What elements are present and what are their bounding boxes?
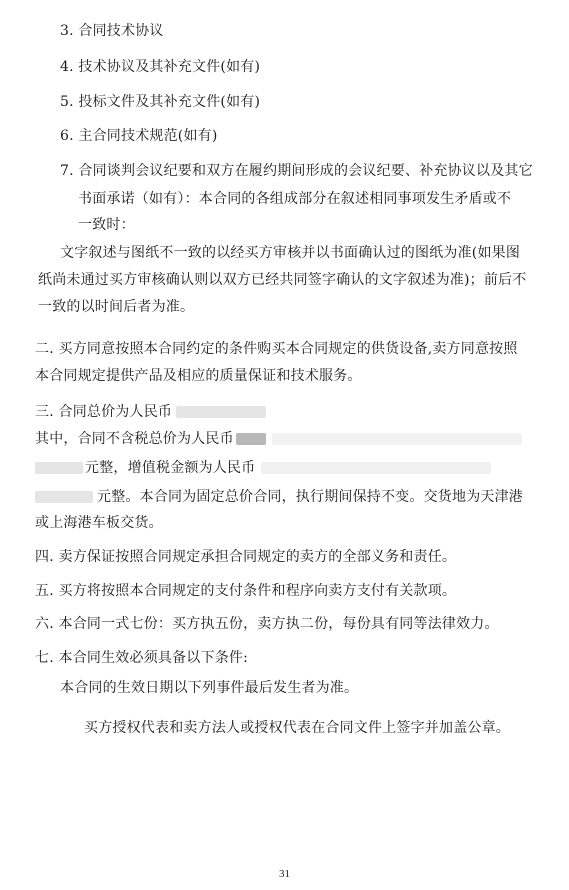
clause-3-line xyxy=(35,430,522,448)
redacted-amount xyxy=(272,433,522,445)
clause-3-text: 三. 合同总价为人民币 xyxy=(35,404,173,420)
clause-7-sub: 本合同的生效日期以下列事件最后发生者为准。 xyxy=(60,680,359,696)
redacted-amount xyxy=(261,462,491,474)
page-number: 31 xyxy=(279,868,290,880)
clause-3-text: 元整，增值税金额为人民币 xyxy=(85,460,256,476)
clause-3-text: 元整。本合同为固定总价合同，执行期间保持不变。交货地为天津港 xyxy=(97,489,523,505)
clause-3-text: 其中，合同不含税总价为人民币 xyxy=(35,431,234,447)
list-item-continuation: 一致时： xyxy=(78,217,135,233)
clause-6: 六. 本合同一式七份：买方执五份，卖方执二份，每份具有同等法律效力。 xyxy=(35,616,499,632)
clause-5: 五. 买方将按照本合同规定的支付条件和程序向卖方支付有关款项。 xyxy=(35,583,457,599)
paragraph-line: 一致的以时间后者为准。 xyxy=(38,299,195,315)
clause-7-title: 七. 本合同生效必须具备以下条件: xyxy=(35,650,249,666)
clause-3-line xyxy=(35,488,523,506)
clause-3-line xyxy=(35,459,491,477)
redacted-amount xyxy=(176,406,266,418)
list-item: 6. 主合同技术规范(如有) xyxy=(60,128,218,144)
redacted-amount xyxy=(35,491,93,503)
list-item: 4. 技术协议及其补充文件(如有) xyxy=(60,59,261,75)
clause-4: 四. 卖方保证按照合同规定承担合同规定的卖方的全部义务和责任。 xyxy=(35,549,457,565)
list-item-continuation: 书面承诺（如有）：本合同的各组成部分在叙述相同事项发生矛盾或不 xyxy=(78,191,512,207)
clause-2-line: 二. 买方同意按照本合同约定的条件购买本合同规定的供货设备,卖方同意按照 xyxy=(35,341,518,357)
list-item: 3. 合同技术协议 xyxy=(60,23,164,39)
clause-2-line: 本合同规定提供产品及相应的质量保证和技术服务。 xyxy=(35,368,362,384)
clause-3-line: 或上海港车板交货。 xyxy=(35,515,163,531)
redacted-amount xyxy=(35,462,83,474)
signing-note: 买方授权代表和卖方法人或授权代表在合同文件上签字并加盖公章。 xyxy=(84,720,510,736)
redacted-amount xyxy=(236,433,266,445)
clause-3-line xyxy=(35,403,266,421)
list-item: 7. 合同谈判会议纪要和双方在履约期间形成的会议纪要、补充协议以及其它 xyxy=(60,163,533,179)
list-item: 5. 投标文件及其补充文件(如有) xyxy=(60,94,261,110)
paragraph-line: 文字叙述与图纸不一致的以经买方审核并以书面确认过的图纸为准(如果图 xyxy=(60,245,521,261)
paragraph-line: 纸尚未通过买方审核确认则以双方已经共同签字确认的文字叙述为准)；前后不 xyxy=(38,272,527,288)
